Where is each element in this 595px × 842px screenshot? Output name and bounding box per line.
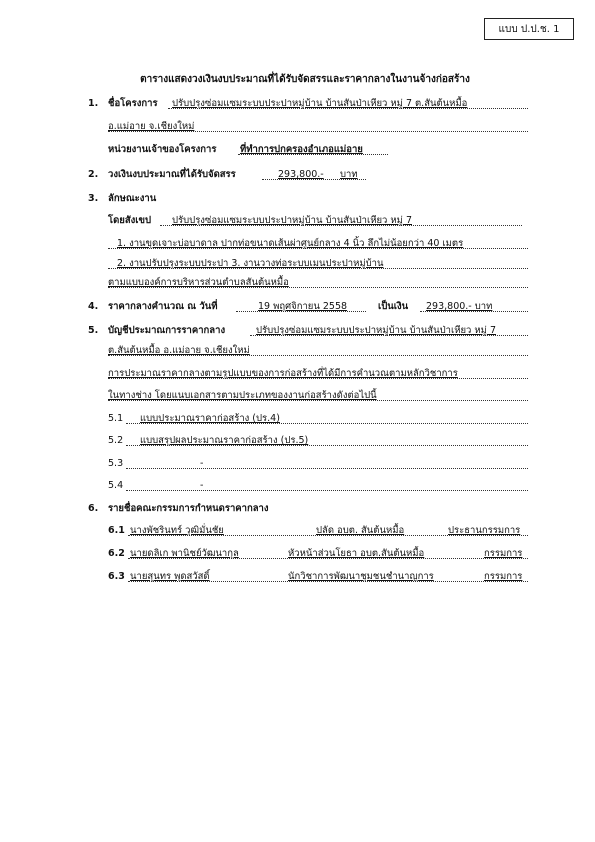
attachment-number: 5.2 [108, 435, 124, 446]
attachment-line [126, 479, 528, 491]
estimate-account-text-2: ต.สันต้นหมื้อ อ.แม่อาย จ.เชียงใหม่ [108, 345, 250, 356]
committee-member-role: กรรมการ [484, 571, 523, 582]
form-code-box [484, 18, 574, 40]
work-nature-label: ลักษณะงาน [108, 193, 157, 204]
project-name-value-1: ปรับปรุงซ่อมแซมระบบประปาหมู่บ้าน บ้านสันป่าเหียว หมู่ 7 ต.สันต้นหมื้อ [172, 98, 468, 109]
committee-member-role: ประธานกรรมการ [448, 525, 521, 536]
attachment-number: 5.4 [108, 480, 124, 491]
committee-member-number: 6.2 [108, 548, 125, 559]
section-2-number: 2. [88, 169, 99, 180]
committee-label: รายชื่อคณะกรรมการกำหนดราคากลาง [108, 503, 269, 514]
section-5-number: 5. [88, 325, 99, 336]
estimate-account-label: บัญชีประมาณการราคากลาง [108, 325, 226, 336]
committee-member-name: นายสุนทร พุดสวัสดิ์ [130, 571, 210, 582]
attachment-text: - [200, 480, 204, 491]
project-name-value-2: อ.แม่อาย จ.เชียงใหม่ [108, 121, 195, 132]
median-price-date: 19 พฤศจิกายน 2558 [258, 301, 348, 312]
committee-member-position: ปลัด อบต. สันต้นหมื้อ [316, 525, 405, 536]
median-price-amount-label: เป็นเงิน [378, 301, 409, 312]
work-brief-value: ปรับปรุงซ่อมแซมระบบประปาหมู่บ้าน บ้านสันป่าเหียว หมู่ 7 [172, 215, 412, 226]
committee-member-name: นายดลิเก พานิชย์วัฒนากุล [130, 548, 239, 559]
committee-member-role: กรรมการ [484, 548, 523, 559]
work-detail-2: 2. งานปรับปรุงระบบประปา 3. งานวางท่อระบบเมนประปาหมู่บ้าน [117, 258, 384, 269]
section-3-number: 3. [88, 193, 99, 204]
budget-label: วงเงินงบประมาณที่ได้รับจัดสรร [108, 169, 236, 180]
attachment-text: แบบประมาณราคาก่อสร้าง (ปร.4) [140, 413, 280, 424]
attachment-line [126, 457, 528, 469]
budget-unit: บาท [340, 169, 358, 180]
section-1-number: 1. [88, 98, 99, 109]
work-brief-label: โดยสังเขป [108, 215, 152, 226]
attachment-text: แบบสรุปผลประมาณราคาก่อสร้าง (ปร.5) [140, 435, 309, 446]
estimate-description-2: ในทางช่าง โดยแนบเอกสารตามประเภทของงานก่อสร้างดังต่อไปนี้ [108, 390, 377, 401]
attachment-text: - [200, 458, 204, 469]
budget-value: 293,800.- [278, 169, 324, 180]
form-code: แบบ ป.ป.ช. 1 [498, 23, 560, 35]
estimate-description-1: การประมาณราคากลางตามรูปแบบของการก่อสร้างที่ได้มีการคำนวณตามหลักวิชาการ [108, 368, 458, 379]
committee-member-number: 6.3 [108, 571, 125, 582]
committee-member-number: 6.1 [108, 525, 125, 536]
attachment-number: 5.3 [108, 458, 124, 469]
median-price-date-label: ราคากลางคำนวณ ณ วันที่ [108, 301, 218, 312]
attachment-number: 5.1 [108, 413, 124, 424]
project-owner-value: ที่ทำการปกครองอำเภอแม่อาย [240, 144, 363, 155]
committee-member-position: นักวิชาการพัฒนาชุมชนชำนาญการ [288, 571, 434, 582]
section-6-number: 6. [88, 503, 99, 514]
committee-member-name: นางพัชรินทร์ วุฒิมั่นชัย [130, 525, 224, 536]
document-title: ตารางแสดงวงเงินงบประมาณที่ได้รับจัดสรรและราคากลางในงานจ้างก่อสร้าง [140, 74, 470, 85]
estimate-account-text-1: ปรับปรุงซ่อมแซมระบบประปาหมู่บ้าน บ้านสันป่าเหียว หมู่ 7 [256, 325, 496, 336]
committee-member-position: หัวหน้าส่วนโยธา อบต.สันต้นหมื้อ [288, 548, 425, 559]
project-name-label: ชื่อโครงการ [108, 98, 158, 109]
section-4-number: 4. [88, 301, 99, 312]
project-owner-label: หน่วยงานเจ้าของโครงการ [108, 144, 217, 155]
median-price-amount: 293,800.- บาท [426, 301, 493, 312]
work-detail-3: ตามแบบองค์การบริหารส่วนตำบลสันต้นหมื้อ [108, 277, 289, 288]
work-detail-1: 1. งานขุดเจาะบ่อบาดาล ปากท่อขนาดเส้นผ่าศูนย์กลาง 4 นิ้ว ลึกไม่น้อยกว่า 40 เมตร [117, 238, 464, 249]
